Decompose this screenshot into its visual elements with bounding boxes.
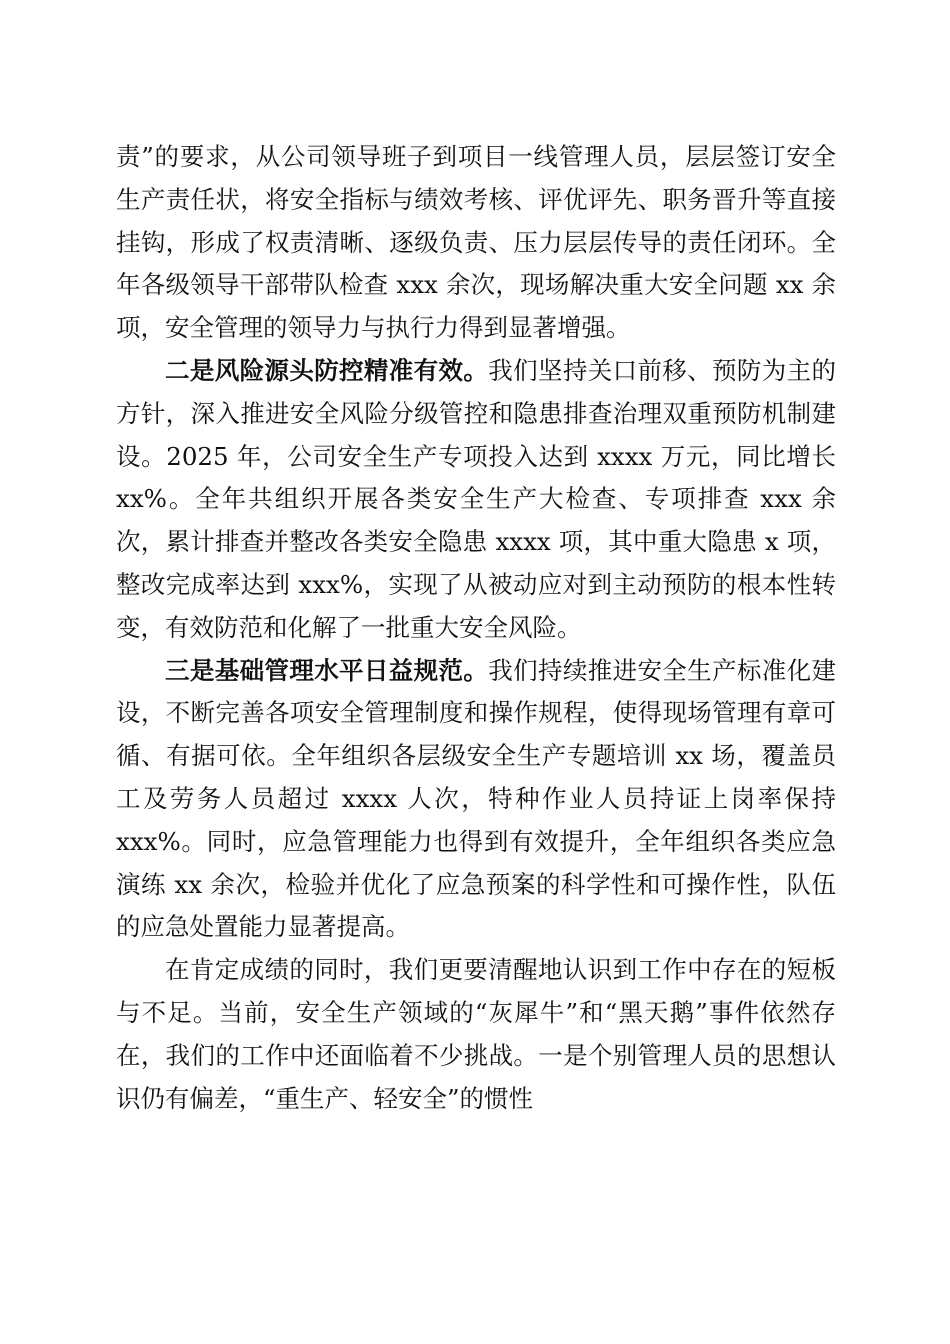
paragraph-risk-control — [116, 350, 836, 650]
paragraph-text: 责”的要求，从公司领导班子到项目一线管理人员，层层签订安全生产责任状，将安全指标与绩效考核、评优评先、职务晋升等直接挂钩，形成了权责清晰、逐级负责、压力层层传导的责任闭环。全年各级领导干部带队检查 xxx 余次，现场解决重大安全问题 xx 余项，安全管理的领导力与执行力得到显著增强。 — [116, 142, 836, 343]
paragraph-text: 我们持续推进安全生产标准化建设，不断完善各项安全管理制度和操作规程，使得现场管理有章可循、有据可依。全年组织各层级安全生产专题培训 xx 场，覆盖员工及劳务人员超过 xxxx 人次，特种作业人员持证上岗率保持 xxx%。同时，应急管理能力也得到有效提升，全年组织各类应急演练 xx 余次，检验并优化了应急预案的科学性和可操作性，队伍的应急处置能力显著提高。 — [116, 655, 836, 942]
paragraph-text: 我们坚持关口前移、预防为主的方针，深入推进安全风险分级管控和隐患排查治理双重预防机制建设。2025 年，公司安全生产专项投入达到 xxxx 万元，同比增长 xx%。全年共组织开展各类安全生产大检查、专项排查 xxx 余次，累计排查并整改各类安全隐患 xxxx 项，其中重大隐患 x 项，整改完成率达到 xxx%，实现了从被动应对到主动预防的根本性转变，有效防范和化解了一批重大安全风险。 — [116, 355, 836, 642]
paragraph-basic-management — [116, 650, 836, 950]
document-body — [116, 136, 836, 1120]
paragraph-shortcomings — [116, 949, 836, 1120]
paragraph-text: 在肯定成绩的同时，我们更要清醒地认识到工作中存在的短板与不足。当前，安全生产领域的“灰犀牛”和“黑天鹅”事件依然存在，我们的工作中还面临着不少挑战。一是个别管理人员的思想认识仍有偏差，“重生产、轻安全”的惯性 — [116, 955, 836, 1113]
paragraph-lead: 二是风险源头防控精准有效。 — [165, 355, 489, 385]
paragraph-lead: 三是基础管理水平日益规范。 — [165, 655, 489, 685]
paragraph-continuation — [116, 136, 836, 350]
